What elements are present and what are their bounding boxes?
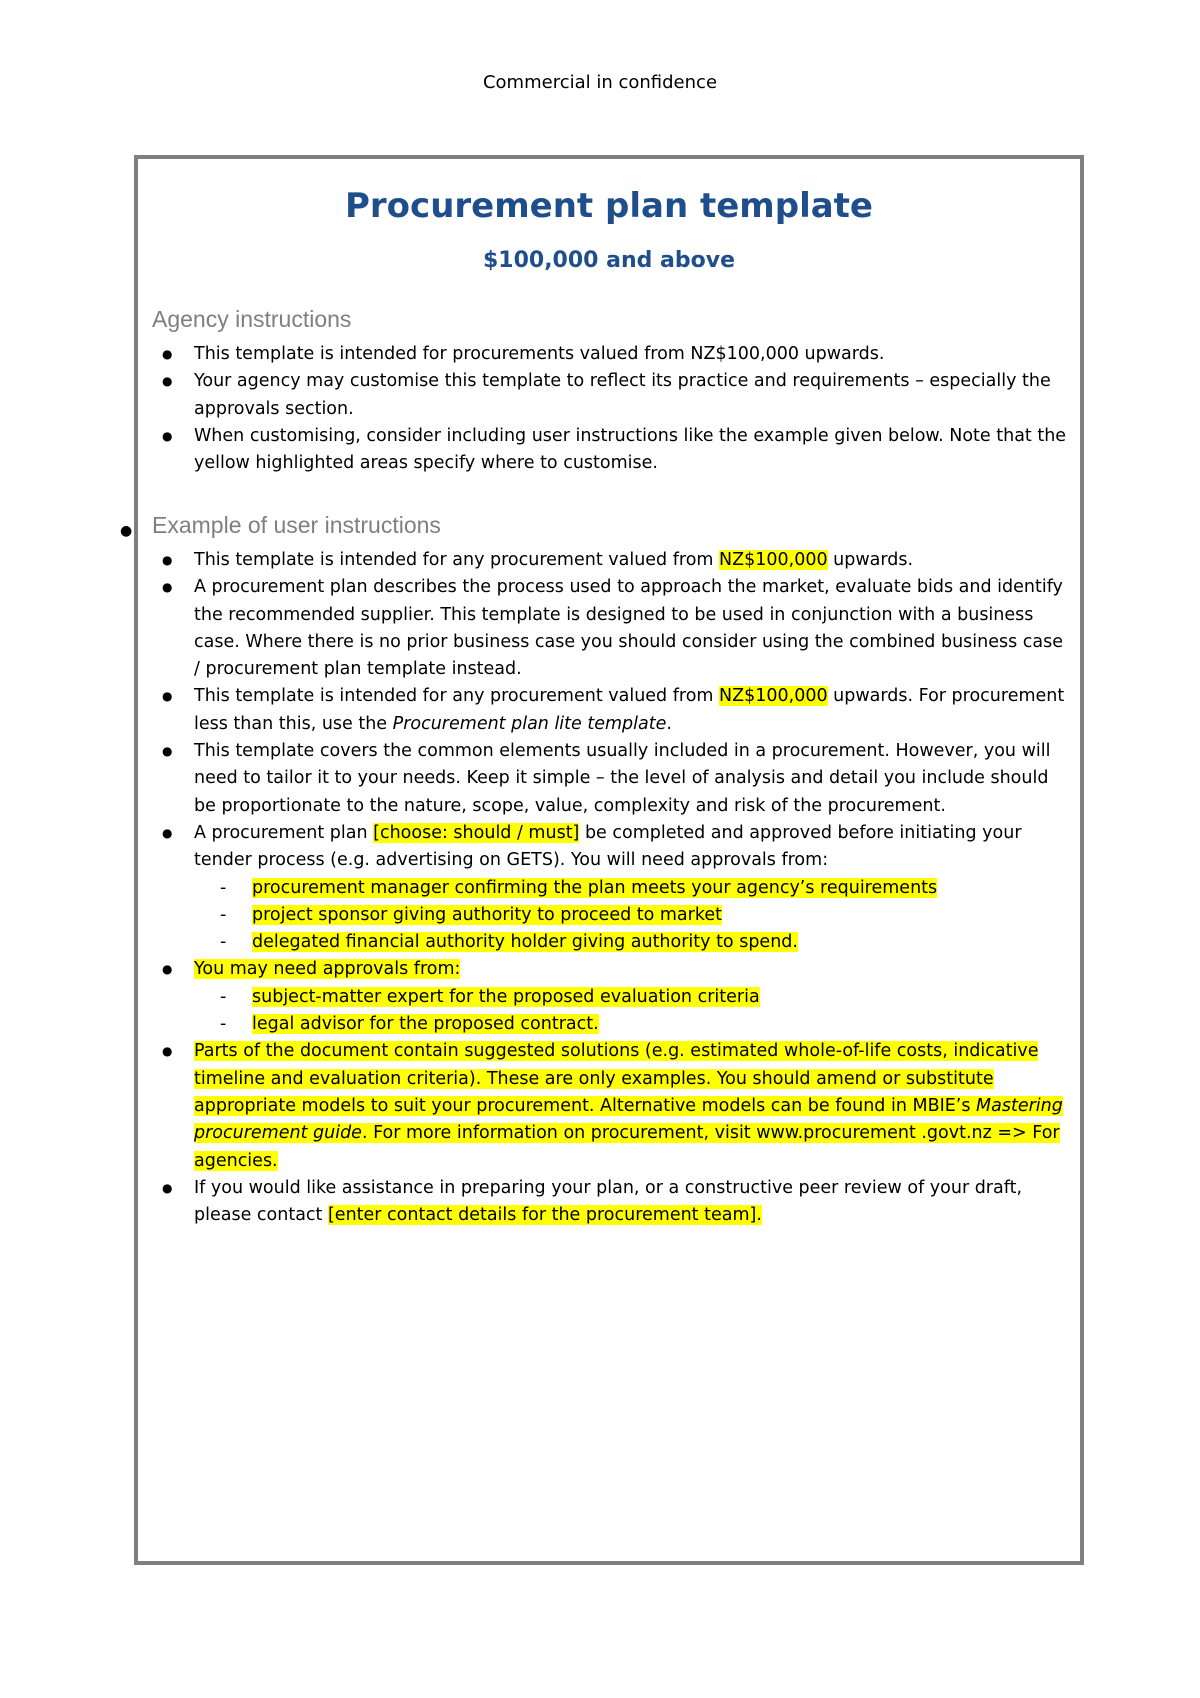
list-item-text: This template is intended for any procurement valued from [194, 550, 720, 570]
agency-instructions-heading: Agency instructions [152, 306, 352, 332]
list-item-text: upwards. For procurement less than this, use the [194, 686, 1065, 734]
list-item: ● This template is intended for procurements valued from NZ$100,000 upwards. [152, 341, 1072, 368]
agency-instructions-list [152, 341, 1072, 477]
sub-list-item [210, 902, 1072, 929]
optional-approvals-sublist [194, 984, 1072, 1039]
user-instructions-list [152, 547, 1072, 1229]
highlighted-text: You may need approvals from: [194, 959, 461, 980]
list-item-text: upwards. [827, 550, 914, 570]
highlighted-text: subject-matter expert for the proposed evaluation criteria [252, 986, 760, 1007]
highlighted-text: legal advisor for the proposed contract. [252, 1014, 599, 1035]
list-item: ● A procurement plan describes the process used to approach the market, evaluate bids and identify the recommended supplier. This template is designed to be used in conjunction with a business case. Where there is no prior business case you should consider using the combined business case / procurement plan template instead. [152, 574, 1072, 683]
page-subtitle: $100,000 and above [482, 248, 736, 273]
highlighted-value: NZ$100,000 [719, 686, 828, 707]
list-item-text: . [666, 713, 672, 734]
sub-list-item [210, 984, 1072, 1011]
sub-list-item [210, 929, 1072, 956]
highlighted-choice: [choose: should / must] [373, 822, 580, 843]
list-item: ● This template covers the common elements usually included in a procurement. However, you will need to tailor it to your needs. Keep it simple – the level of analysis and detail you include should be proportionate to the nature, scope, value, complexity and risk of the procurement. [152, 738, 1072, 820]
page-header: Commercial in confidence [482, 72, 718, 93]
user-instructions-section [152, 512, 1072, 1229]
highlighted-text: procurement manager confirming the plan meets your agency’s requirements [252, 877, 938, 898]
list-item: ● Your agency may customise this template to reflect its practice and requirements – especially the approvals section. [152, 368, 1072, 423]
highlighted-text: Parts of the document contain suggested solutions (e.g. estimated whole-of-life costs, indicative timeline and evaluation criteria). These are only examples. You should amend or substitute appropriate models to suit your procurement. Alternative models can be found in MBIE’s [194, 1041, 1039, 1116]
highlighted-text: . For more information on procurement, visit www.procurement .govt.nz => For agencies. [194, 1123, 1060, 1171]
list-item-text: This template is intended for any procurement valued from [194, 686, 720, 707]
list-item: ● When customising, consider including user instructions like the example given below. Note that the yellow highlighted areas specify where to customise. [152, 423, 1072, 478]
list-item [152, 1175, 1072, 1230]
list-item-text: A procurement plan [194, 822, 374, 843]
stray-bullet-icon: ● [120, 523, 133, 539]
page-title: Procurement plan template [345, 186, 873, 226]
sub-list-item [210, 1011, 1072, 1038]
sub-list-item [210, 875, 1072, 902]
list-item [152, 547, 1072, 574]
user-instructions-heading: Example of user instructions [152, 512, 441, 538]
template-name: Procurement plan lite template [392, 713, 667, 734]
approvals-sublist [194, 875, 1072, 957]
highlighted-value: NZ$100,000 [719, 550, 828, 570]
list-item [152, 956, 1072, 1038]
guide-name: Mastering procurement guide [194, 1095, 1063, 1144]
list-item [152, 683, 1072, 738]
list-item-text: be completed and approved before initiating your tender process (e.g. advertising on GETS). You will need approvals from: [194, 822, 1022, 871]
list-item [152, 820, 1072, 956]
agency-instructions-section [152, 306, 1072, 477]
list-item [152, 1038, 1072, 1174]
highlighted-text: project sponsor giving authority to proceed to market [252, 904, 722, 925]
highlighted-placeholder: [enter contact details for the procurement team]. [327, 1205, 762, 1226]
list-item-text: If you would like assistance in preparing your plan, or a constructive peer review of your draft, please contact [194, 1177, 1023, 1226]
highlighted-text: delegated financial authority holder giving authority to spend. [252, 932, 798, 953]
